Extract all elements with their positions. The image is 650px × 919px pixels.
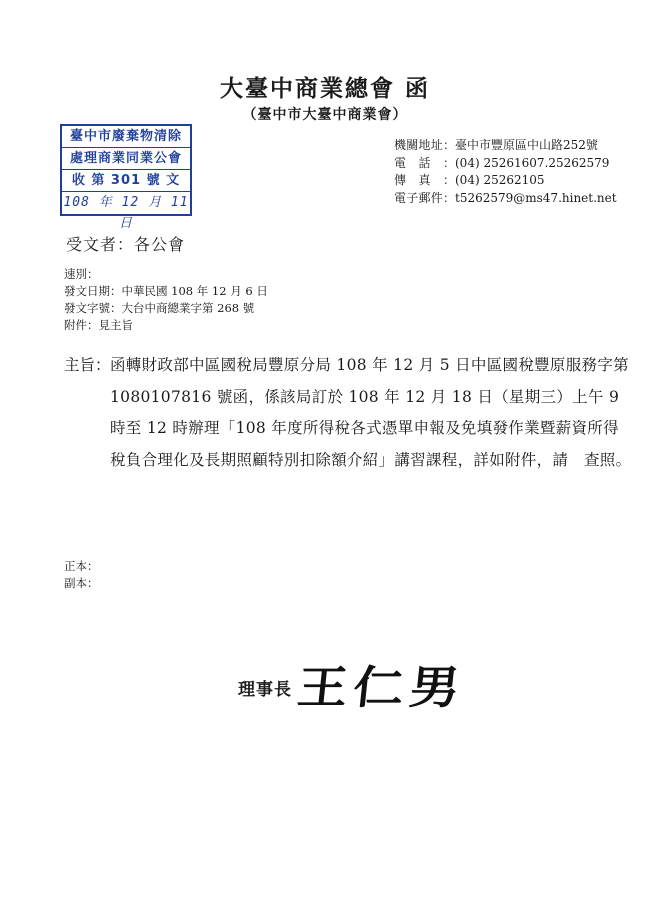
address-label: 機關地址： [394, 138, 455, 152]
signature-title: 理事長 [238, 680, 292, 700]
stamp-date: 108 年 12 月 11 日 [63, 195, 189, 231]
recipient-label: 受文者： [66, 235, 135, 254]
fax-value: (04) 25262105 [455, 173, 545, 187]
copy-recipients: 副本： [64, 576, 99, 590]
stamp-line-2: 處理商業同業公會 [62, 148, 190, 170]
recipient-value: 各公會 [134, 235, 186, 254]
fax-row [394, 172, 617, 190]
document-number-field: 發文字號：大台中商總業字第 268 號 [64, 301, 255, 315]
recipient [66, 232, 185, 255]
fax-label: 傳真： [394, 173, 455, 187]
stamp-line-1: 臺中市廢棄物清除 [62, 126, 190, 148]
original-recipients: 正本： [64, 559, 99, 573]
document-subtitle: （臺中市大臺中商業會） [242, 107, 408, 123]
subject-section [64, 350, 632, 476]
stamp-receipt-number: 收 第 301 號 文 [62, 170, 190, 192]
email-label: 電子郵件： [394, 190, 455, 205]
email-row [394, 190, 617, 208]
address-value: 臺中市豐原區中山路252號 [455, 138, 598, 152]
contact-info [394, 137, 617, 207]
phone-label: 電話： [394, 155, 455, 170]
phone-value: (04) 25261607.25262579 [455, 155, 610, 170]
speed-field: 速別： [64, 267, 99, 281]
subject-label: 主旨： [64, 356, 111, 374]
document-meta [64, 266, 268, 334]
address-row [394, 137, 617, 155]
distribution [64, 558, 99, 592]
attachment-field: 附件：見主旨 [64, 318, 133, 332]
receipt-stamp [60, 124, 192, 231]
signature-name: 王仁男 [294, 660, 469, 714]
phone-row [394, 155, 617, 173]
document-title: 大臺中商業總會 函 [219, 75, 430, 102]
email-value: t5262579@ms47.hinet.net [455, 190, 617, 205]
issue-date-field: 發文日期：中華民國 108 年 12 月 6 日 [64, 284, 268, 298]
subject-text: 函轉財政部中區國稅局豐原分局 108 年 12 月 5 日中區國稅豐原服務字第 1080107816 號函，係該局訂於 108 年 12 月 18 日（星期三）上午 9 時至 12 時辦理「108 年度所得稅各式憑單申報及免填發作業暨薪資所得稅負合理化及長期照顧特別扣除額介紹」講習課程，詳如附件，請 查照。 [110, 356, 632, 469]
